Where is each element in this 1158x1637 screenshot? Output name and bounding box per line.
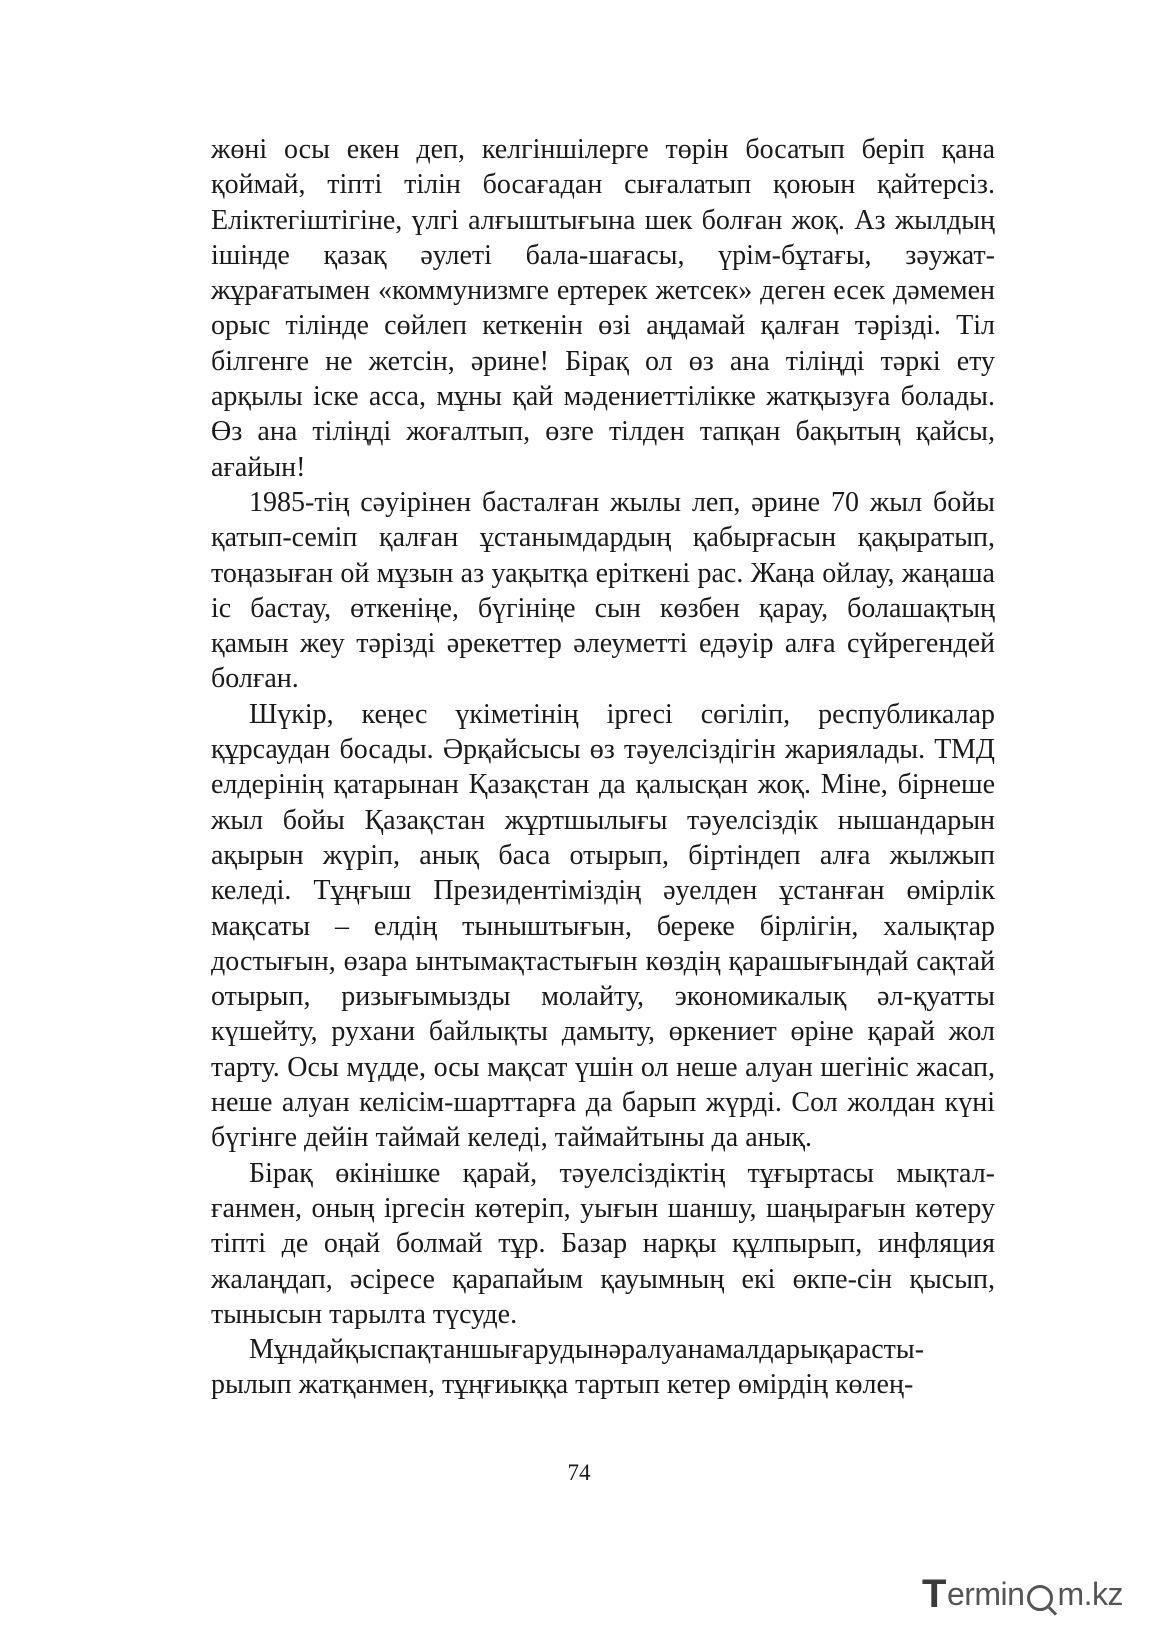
paragraph-5: Мұндайқыспақтаншығарудынәралуанамалдарықарасты-рылып жатқанмен, тұңғиыққа тартып кетер өмірдің көлең- bbox=[211, 1334, 925, 1401]
watermark-text-after: m.kz bbox=[1057, 1575, 1123, 1612]
paragraph-1: жөні осы екен деп, келгіншілерге төрін босатып беріп қана қоймай, тіпті тілін босағадан сығалатып қоюын қайтерсіз. Еліктегіштігіне, үлгі алғыштығына шек болған жоқ. Аз жылдың ішінде қазақ әулеті бала-шағасы, үрім-бұтағы, зәужат-жұрағатымен «коммунизмге ертерек жетсек» деген есек дәмемен орыс тілінде сөйлеп кеткенін өзі аңдамай қалған тәрізді. Тіл білгенге не жетсін, әрине! Бірақ ол өз ана тіліңді тәркі ету арқылы іске асса, мұны қай мәдениеттілікке жатқызуға болады. Өз ана тіліңді жоғалтып, өзге тілден тапқан бақытың қайсы, ағайын! bbox=[211, 134, 995, 483]
termincom-watermark bbox=[922, 1572, 1123, 1616]
paragraph-2: 1985-тің сәуірінен басталған жылы леп, әрине 70 жыл бойы қатып-семіп қалған ұстанымдардың қабырғасын қақыратып, тоңазыған ой мұзын аз уақытқа ерiткені рас. Жаңа ойлау, жаңаша іс бастау, өткеніңе, бүгініңе сын көзбен қарау, болашақтың қамын жеу тәрізді әрекеттер әлеуметті едәуір алға сүйрегендей болған. bbox=[211, 486, 995, 695]
magnifier-icon bbox=[1027, 1585, 1053, 1611]
paragraph-3: Шүкір, кеңес үкіметінің іргесі сөгіліп, республикалар құрсаудан босады. Әрқайсысы өз тәуелсіздігін жариялады. ТМД елдерінің қатарынан Қазақстан да қалысқан жоқ. Міне, бірнеше жыл бойы Қазақстан жұртшылығы тәуелсіздік нышандарын ақырын жүріп, анық баса отырып, біртіндеп алға жылжып келеді. Тұңғыш Президентіміздің әуелден ұстанған өмірлік мақсаты – елдің тыныштығын, береке бірлігін, халықтар достығын, өзара ынтымақтастығын көздің қарашығындай сақтай отырып, ризығымызды молайту, экономикалық әл-қуатты күшейту, рухани байлықты дамыту, өркениет өріне қарай жол тарту. Осы мүдде, осы мақсат үшін ол неше алуан шегініс жасап, неше алуан келісім-шарттарға да барып жүрді. Сол жолдан күні бүгінге дейін таймай келеді, таймайтыны да анық. bbox=[211, 698, 995, 1154]
watermark-text-before: ermin bbox=[946, 1575, 1025, 1612]
page-body-text bbox=[211, 132, 995, 1403]
page-number: 74 bbox=[567, 1460, 591, 1485]
paragraph-4: Бірақ өкінішке қарай, тәуелсіздіктің тұғыртасы мықтал-ғанмен, оның іргесін көтеріп, уығын шаншу, шаңырағын көтеру тіпті де оңай болмай тұр. Базар нарқы құлпырып, инфляция жалаңдап, әсіресе қарапайым қауымның екі өкпе-сін қысып, тынысын тарылта түсуде. bbox=[211, 1157, 995, 1330]
watermark-logo-letter: T bbox=[922, 1571, 946, 1616]
